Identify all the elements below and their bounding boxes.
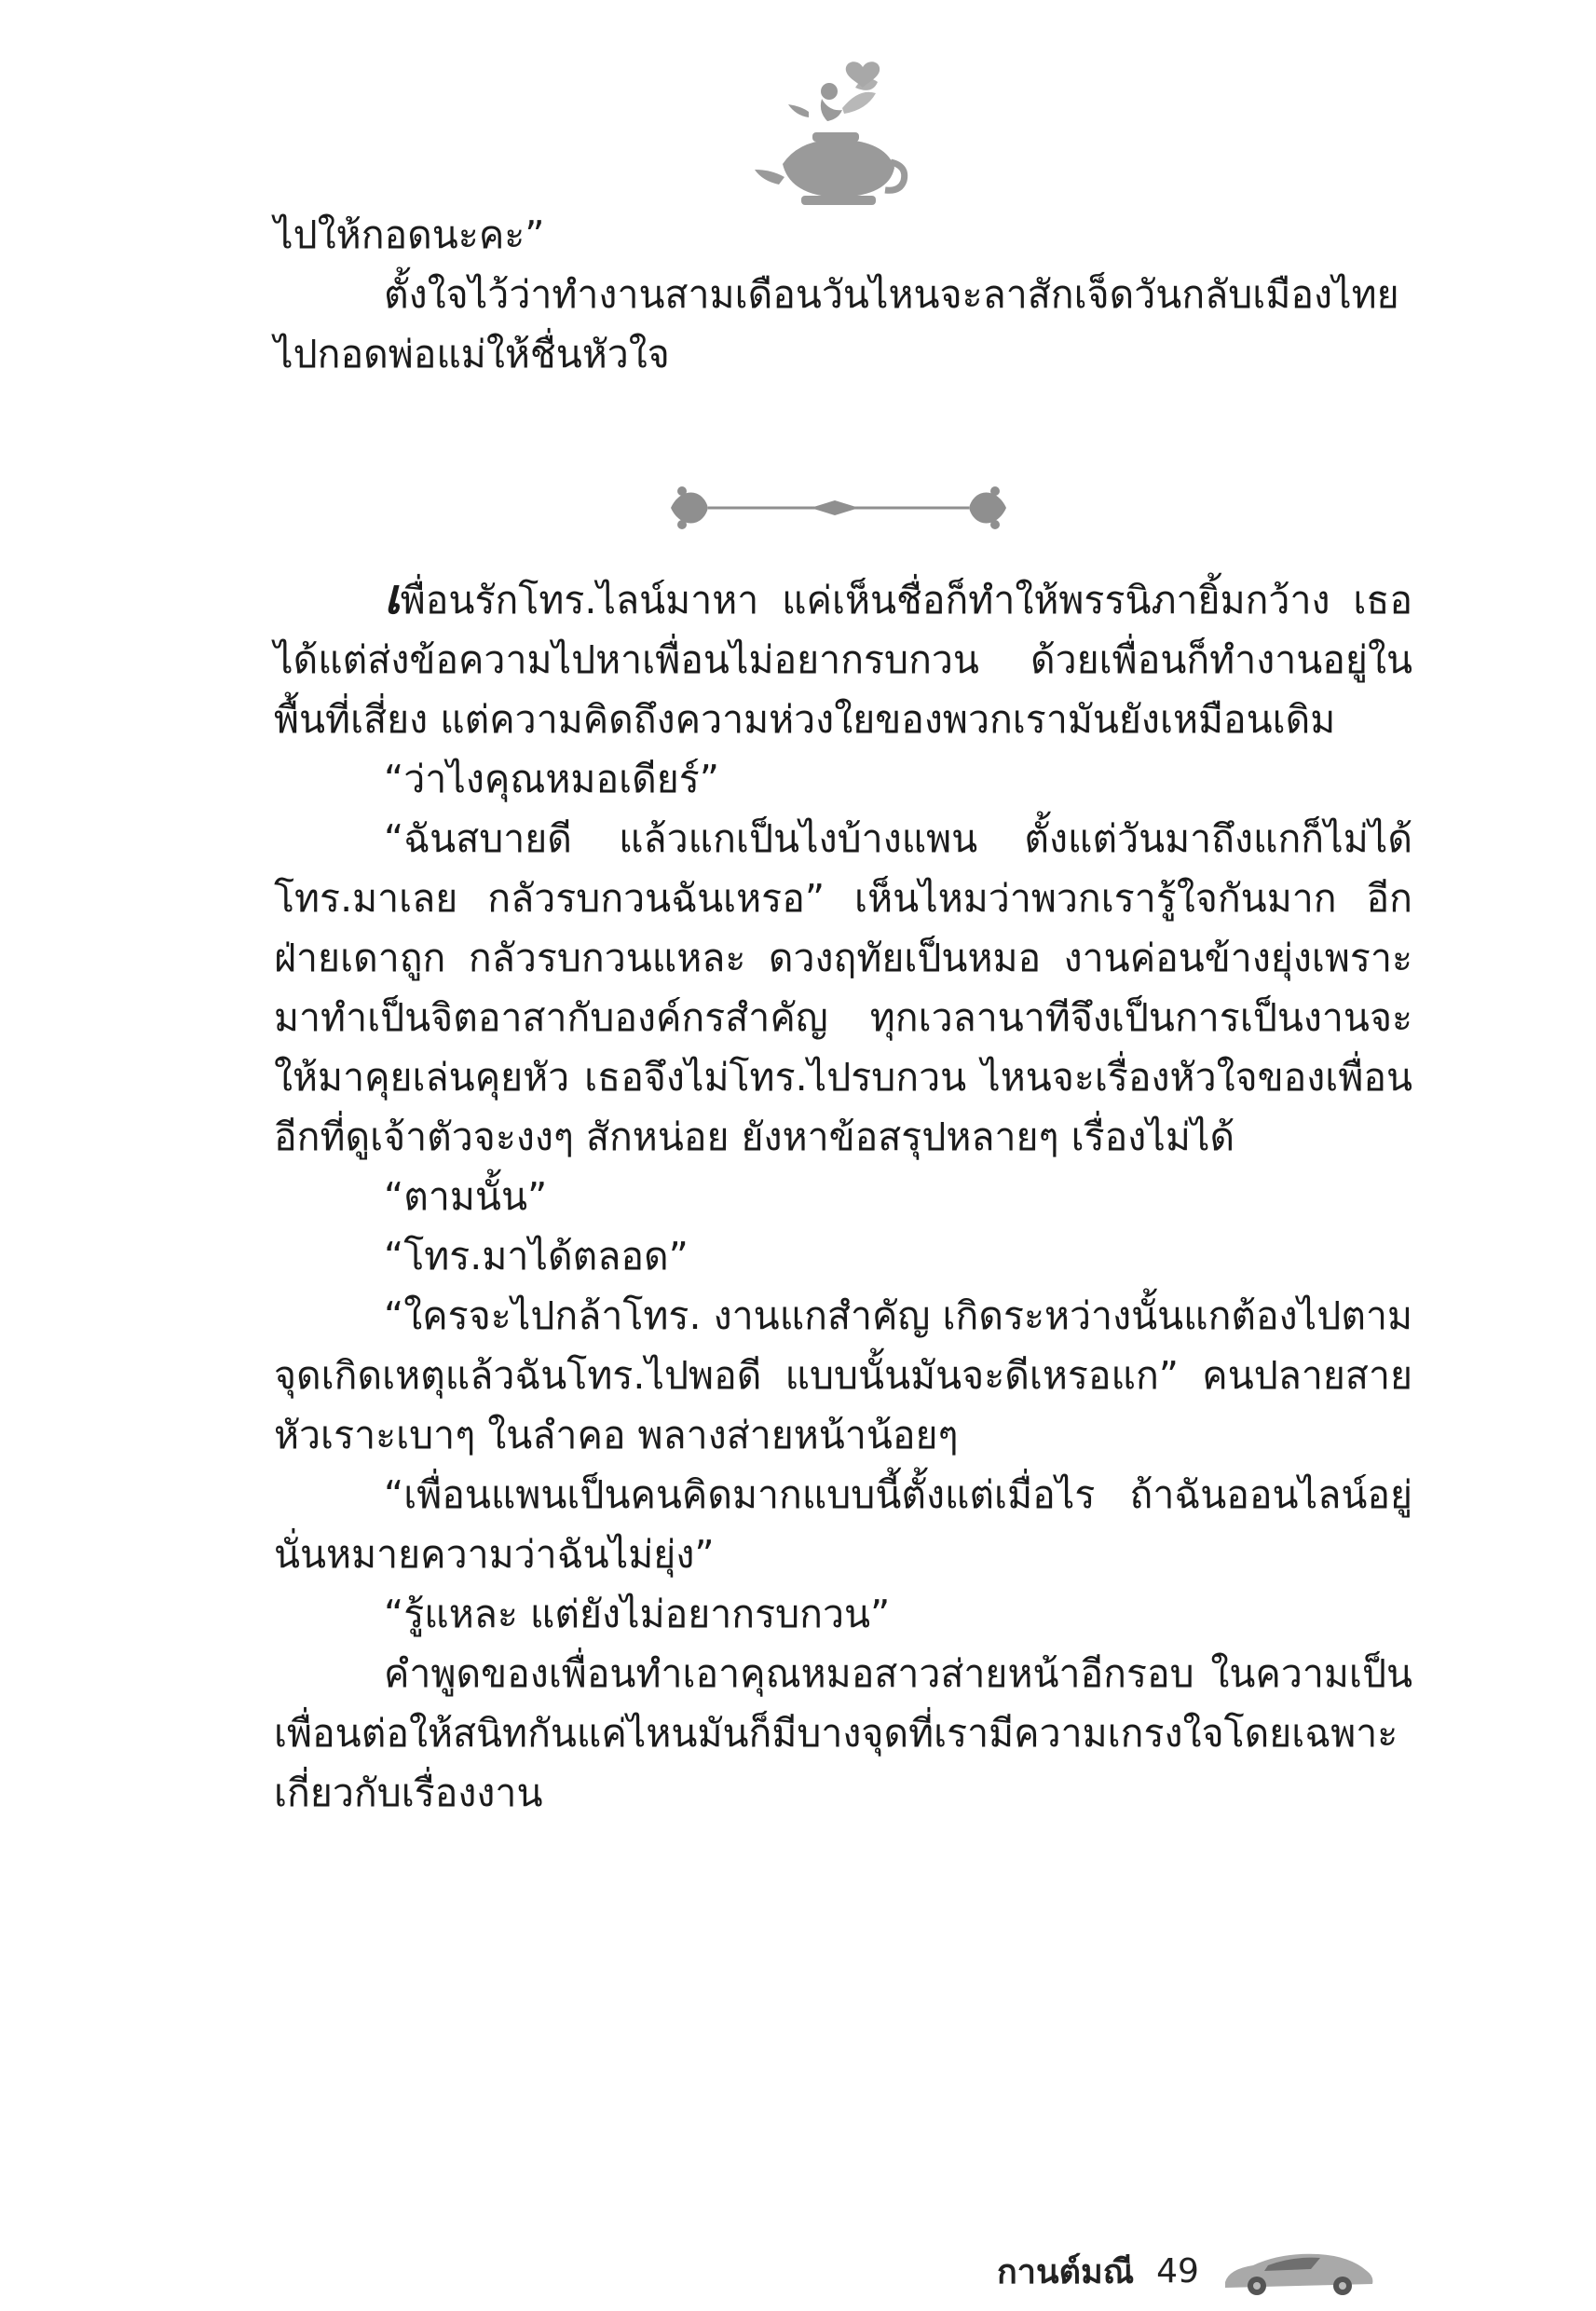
- footer-author-title: กานต์มณี: [997, 2252, 1135, 2291]
- sports-car-icon: [1220, 2245, 1378, 2297]
- paragraph: ไปให้กอดนะคะ”: [274, 212, 545, 257]
- paragraph: “โทร.มาได้ตลอด”: [384, 1234, 689, 1279]
- paragraph: “ว่าไงคุณหมอเดียร์”: [384, 757, 719, 801]
- paragraph: “ตามนั้น”: [384, 1174, 548, 1219]
- cupid-teapot-icon: [751, 52, 909, 220]
- page-number: 49: [1156, 2251, 1199, 2290]
- paragraph: “รู้แหละ แต่ยังไม่อยากรบกวน”: [384, 1592, 891, 1636]
- text-section-top: [274, 205, 1412, 384]
- paragraph: “ใครจะไปกล้าโทร. งานแกสำคัญ เกิดระหว่างนั้นแกต้องไปตามจุดเกิดเหตุแล้วฉันโทร.ไปพอดี แบบนั้นมันจะดีเหรอแก” คนปลายสายหัวเราะเบาๆ ในลำคอ พลางส่ายหน้าน้อยๆ: [274, 1293, 1412, 1457]
- paragraph: ตั้งใจไว้ว่าทำงานสามเดือนวันไหนจะลาสักเจ็ดวันกลับเมืองไทยไปกอดพ่อแม่ให้ชื่นหัวใจ: [274, 272, 1399, 376]
- dropcap-letter: เ: [384, 569, 401, 625]
- flourish-divider-icon: [662, 480, 1016, 536]
- paragraph: “ฉันสบายดี แล้วแกเป็นไงบ้างแพน ตั้งแต่วันมาถึงแกก็ไม่ได้โทร.มาเลย กลัวรบกวนฉันเหรอ” เห็นไหมว่าพวกเรารู้ใจกันมาก อีกฝ่ายเดาถูก กลัวรบกวนแหละ ดวงฤทัยเป็นหมอ งานค่อนข้างยุ่งเพราะมาทำเป็นจิตอาสากับองค์กรสำคัญ ทุกเวลานาทีจึงเป็นการเป็นงานจะให้มาคุยเล่นคุยหัว เธอจึงไม่โทร.ไปรบกวน ไหนจะเรื่องหัวใจของเพื่อนอีกที่ดูเจ้าตัวจะงงๆ สักหน่อย ยังหาข้อสรุปหลายๆ เรื่องไม่ได้: [274, 816, 1412, 1159]
- paragraph: “เพื่อนแพนเป็นคนคิดมากแบบนี้ตั้งแต่เมื่อไร ถ้าฉันออนไลน์อยู่นั่นหมายความว่าฉันไม่ยุ่ง”: [274, 1472, 1412, 1577]
- page-footer: [997, 2238, 1378, 2304]
- text-section-bottom: [274, 570, 1412, 1823]
- paragraph: คำพูดของเพื่อนทำเอาคุณหมอสาวส่ายหน้าอีกรอบ ในความเป็นเพื่อนต่อให้สนิทกันแค่ไหนมันก็มีบางจุดที่เรามีความเกรงใจโดยเฉพาะเกี่ยวกับเรื่องงาน: [274, 1651, 1412, 1815]
- opening-paragraph: [274, 570, 1412, 749]
- opening-paragraph-text: พื่อนรักโทร.ไลน์มาหา แค่เห็นชื่อก็ทำให้พรรนิภายิ้มกว้าง เธอได้แต่ส่งข้อความไปหาเพื่อนไม่อยากรบกวน ด้วยเพื่อนก็ทำงานอยู่ในพื้นที่เสี่ยง แต่ความคิดถึงความห่วงใยของพวกเรามันยังเหมือนเดิม: [274, 578, 1412, 742]
